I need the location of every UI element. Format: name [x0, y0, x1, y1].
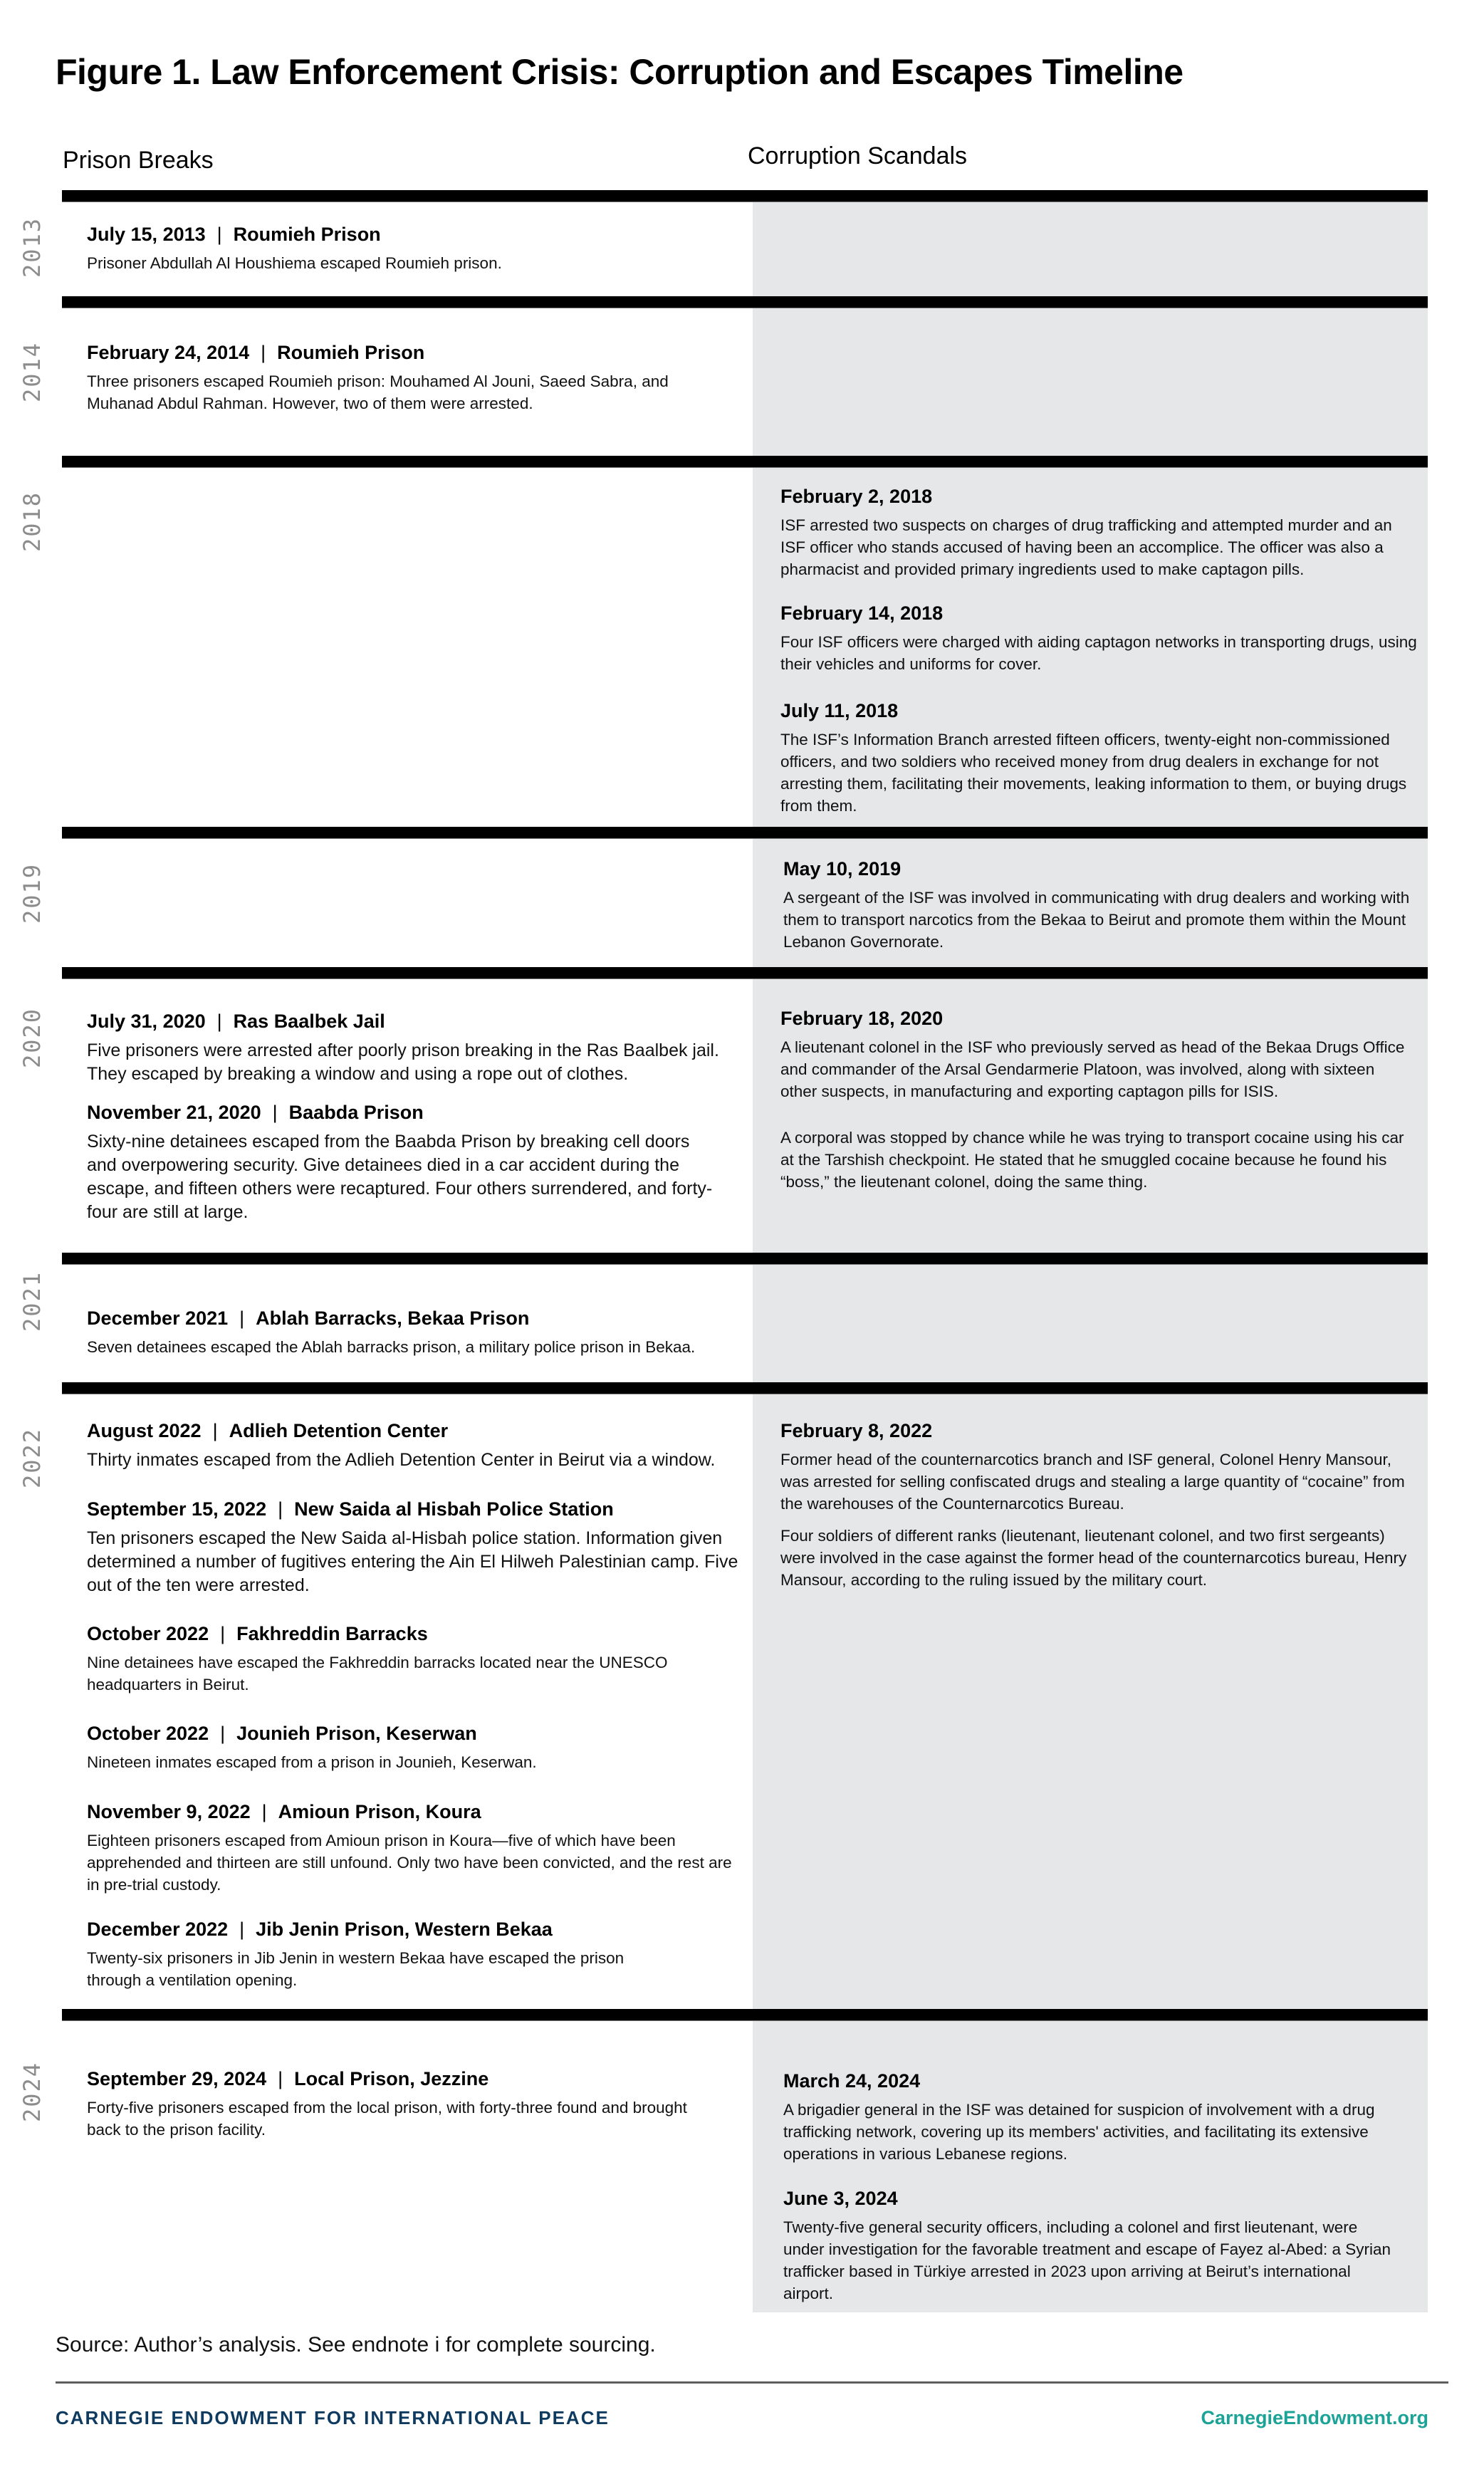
- year-label-2013: 2013: [19, 216, 46, 278]
- event-place: Fakhreddin Barracks: [236, 1623, 428, 1644]
- event-place: New Saida al Hisbah Police Station: [294, 1498, 614, 1520]
- event-description: Thirty inmates escaped from the Adlieh Detention Center in Beirut via a window.: [87, 1450, 716, 1470]
- separator: |: [220, 1723, 226, 1744]
- event-place: Local Prison, Jezzine: [294, 2068, 489, 2089]
- figure-title: Figure 1. Law Enforcement Crisis: Corruption and Escapes Timeline: [56, 52, 1183, 92]
- prison-break-event: [87, 1622, 699, 1696]
- event-date: February 24, 2014: [87, 342, 250, 363]
- separator: |: [216, 1011, 222, 1032]
- prison-break-event: [87, 2067, 699, 2141]
- event-description: Five prisoners were arrested after poorly prison breaking in the Ras Baalbek jail. They escaped by breaking a window and using a rope out of clothes.: [87, 1040, 719, 1084]
- year-label-2021: 2021: [19, 1270, 46, 1332]
- event-date: February 2, 2018: [780, 486, 933, 507]
- event-description: Former head of the counternarcotics branch and ISF general, Colonel Henry Mansour, was arrested for selling confiscated drugs and stealing a large quantity of “cocaine” from the warehouses of the Counternarcotics Bureau.: [780, 1451, 1405, 1513]
- year-divider: [62, 1382, 1428, 1394]
- event-description: Seven detainees escaped the Ablah barracks prison, a military police prison in Bekaa.: [87, 1338, 696, 1356]
- event-date: March 24, 2024: [783, 2070, 921, 2092]
- year-divider: [62, 1253, 1428, 1265]
- prison-break-event: [87, 1009, 749, 1086]
- event-place: Baabda Prison: [288, 1102, 424, 1123]
- event-description: Three prisoners escaped Roumieh prison: Mouhamed Al Jouni, Saeed Sabra, and Muhanad Abdul Rahman. However, two of them were arrested.: [87, 372, 669, 412]
- event-date: November 9, 2022: [87, 1801, 251, 1822]
- year-divider: [62, 296, 1428, 308]
- event-place: Adlieh Detention Center: [229, 1420, 449, 1441]
- event-place: Ras Baalbek Jail: [233, 1011, 385, 1032]
- year-label-2020: 2020: [19, 1007, 46, 1068]
- event-date: February 18, 2020: [780, 1008, 944, 1029]
- event-description: The ISF’s Information Branch arrested fifteen officers, twenty-eight non-commissioned officers, and two soldiers who received money from drug dealers in exchange for not arresting them, facilitating their movements, leaking information to them, or buying drugs from them.: [780, 731, 1407, 815]
- corruption-event: [780, 601, 1421, 675]
- separator: |: [278, 2068, 283, 2089]
- event-description: Eighteen prisoners escaped from Amioun prison in Koura—five of which have been apprehended and thirteen are still unfound. Only two have been convicted, and the rest are in pre-trial custody.: [87, 1832, 732, 1894]
- corruption-event: [780, 699, 1421, 817]
- separator: |: [278, 1498, 283, 1520]
- year-divider: [62, 190, 1428, 202]
- event-description: Nineteen inmates escaped from a prison in Jounieh, Keserwan.: [87, 1753, 537, 1771]
- separator: |: [212, 1420, 218, 1441]
- corruption-event: [783, 857, 1424, 953]
- event-description: ISF arrested two suspects on charges of drug trafficking and attempted murder and an ISF officer who stands accused of having been an accomplice. The officer was also a pharmacist and provided primary ingredients used to make captagon pills.: [780, 516, 1392, 578]
- separator: |: [216, 224, 222, 245]
- event-description: Ten prisoners escaped the New Saida al-Hisbah police station. Information given determined a number of fugitives entering the Ain El Hilweh Palestinian camp. Five out of the ten were arrested.: [87, 1528, 738, 1595]
- event-date: May 10, 2019: [783, 858, 902, 880]
- event-date: September 29, 2024: [87, 2068, 267, 2089]
- event-description: Sixty-nine detainees escaped from the Baabda Prison by breaking cell doors and overpowering security. Give detainees died in a car accident during the escape, and fifteen others were recaptured. Four others surrendered, and forty-four are still at large.: [87, 1132, 713, 1222]
- separator: |: [239, 1308, 245, 1329]
- corruption-panel-2014: [753, 308, 1428, 456]
- corruption-panel-2013: [753, 202, 1428, 296]
- event-description: Prisoner Abdullah Al Houshiema escaped Roumieh prison.: [87, 254, 502, 272]
- footer-divider: [56, 2381, 1448, 2384]
- footer-organization: CARNEGIE ENDOWMENT FOR INTERNATIONAL PEACE: [56, 2407, 610, 2428]
- source-note: Source: Author’s analysis. See endnote i for complete sourcing.: [56, 2333, 656, 2356]
- corruption-event: [780, 1006, 1414, 1193]
- prison-break-event: [87, 1917, 671, 1991]
- event-date: October 2022: [87, 1723, 209, 1744]
- separator: |: [239, 1919, 245, 1940]
- event-description: A sergeant of the ISF was involved in communicating with drug dealers and working with them to transport narcotics from the Bekaa to Beirut and promote them within the Mount Lebanon Governorate.: [783, 889, 1410, 951]
- year-divider: [62, 456, 1428, 468]
- corruption-panel-2021: [753, 1264, 1428, 1382]
- prison-break-event: [87, 1306, 742, 1358]
- year-divider: [62, 827, 1428, 839]
- prison-break-event: [87, 340, 714, 414]
- event-date: September 15, 2022: [87, 1498, 267, 1520]
- event-place: Roumieh Prison: [277, 342, 425, 363]
- prison-break-event: [87, 1419, 742, 1472]
- corruption-event: [783, 2069, 1424, 2165]
- year-label-2014: 2014: [19, 341, 46, 402]
- event-description: Twenty-five general security officers, including a colonel and first lieutenant, were under investigation for the favorable treatment and escape of Fayez al-Abed: a Syrian trafficker based in Türkiye arrested in 2023 upon arriving at Beirut’s international airport.: [783, 2218, 1391, 2302]
- separator: |: [272, 1102, 278, 1123]
- prison-break-event: [87, 1497, 742, 1597]
- event-date: July 15, 2013: [87, 224, 206, 245]
- event-date: July 31, 2020: [87, 1011, 206, 1032]
- event-description: Nine detainees have escaped the Fakhreddin barracks located near the UNESCO headquarters in Beirut.: [87, 1654, 668, 1693]
- event-description: Four ISF officers were charged with aiding captagon networks in transporting drugs, using their vehicles and uniforms for cover.: [780, 633, 1417, 673]
- corruption-event: [780, 484, 1421, 580]
- prison-break-event: [87, 1800, 735, 1896]
- separator: |: [261, 1801, 267, 1822]
- event-date: July 11, 2018: [780, 700, 899, 721]
- event-date: December 2021: [87, 1308, 229, 1329]
- event-date: June 3, 2024: [783, 2188, 898, 2209]
- year-divider: [62, 967, 1428, 979]
- event-place: Jib Jenin Prison, Western Bekaa: [256, 1919, 553, 1940]
- corruption-event: [780, 1419, 1421, 1591]
- column-header-prison-breaks: Prison Breaks: [63, 147, 214, 174]
- year-label-2019: 2019: [19, 862, 46, 924]
- event-date: October 2022: [87, 1623, 209, 1644]
- event-description: Four soldiers of different ranks (lieutenant, lieutenant colonel, and two first sergeants) were involved in the case against the former head of the counternarcotics bureau, Henry Mansour, according to the ruling issued by the military court.: [780, 1527, 1407, 1589]
- event-place: Roumieh Prison: [233, 224, 381, 245]
- prison-break-event: [87, 1100, 714, 1224]
- year-label-2022: 2022: [19, 1427, 46, 1488]
- event-description: A corporal was stopped by chance while he was trying to transport cocaine using his car at the Tarshish checkpoint. He stated that he smuggled cocaine because he found his “boss,” the lieutenant colonel, doing the same thing.: [780, 1129, 1404, 1191]
- event-description: Forty-five prisoners escaped from the local prison, with forty-three found and brought back to the prison facility.: [87, 2099, 687, 2139]
- prison-break-event: [87, 1721, 742, 1773]
- event-place: Ablah Barracks, Bekaa Prison: [256, 1308, 530, 1329]
- event-date: February 8, 2022: [780, 1420, 933, 1441]
- year-label-2018: 2018: [19, 491, 46, 552]
- event-description: Twenty-six prisoners in Jib Jenin in western Bekaa have escaped the prison through a ventilation opening.: [87, 1949, 625, 1989]
- prison-break-event: [87, 222, 742, 274]
- year-divider: [62, 2009, 1428, 2021]
- event-place: Jounieh Prison, Keserwan: [236, 1723, 477, 1744]
- event-date: December 2022: [87, 1919, 229, 1940]
- footer-website-link[interactable]: CarnegieEndowment.org: [1201, 2407, 1428, 2428]
- event-date: August 2022: [87, 1420, 202, 1441]
- separator: |: [261, 342, 266, 363]
- event-description: A brigadier general in the ISF was detained for suspicion of involvement with a drug trafficking network, covering up its members' activities, and facilitating its extensive operations in various Lebanese regions.: [783, 2101, 1375, 2163]
- year-label-2024: 2024: [19, 2061, 46, 2122]
- corruption-event: [783, 2186, 1403, 2305]
- column-header-corruption-scandals: Corruption Scandals: [748, 142, 968, 169]
- event-date: November 21, 2020: [87, 1102, 261, 1123]
- event-description: A lieutenant colonel in the ISF who previously served as head of the Bekaa Drugs Office and commander of the Arsal Gendarmerie Platoon, was involved, along with sixteen other suspects, in manufacturing and exporting captagon pills for ISIS.: [780, 1038, 1405, 1100]
- event-date: February 14, 2018: [780, 602, 944, 624]
- separator: |: [220, 1623, 226, 1644]
- event-place: Amioun Prison, Koura: [278, 1801, 481, 1822]
